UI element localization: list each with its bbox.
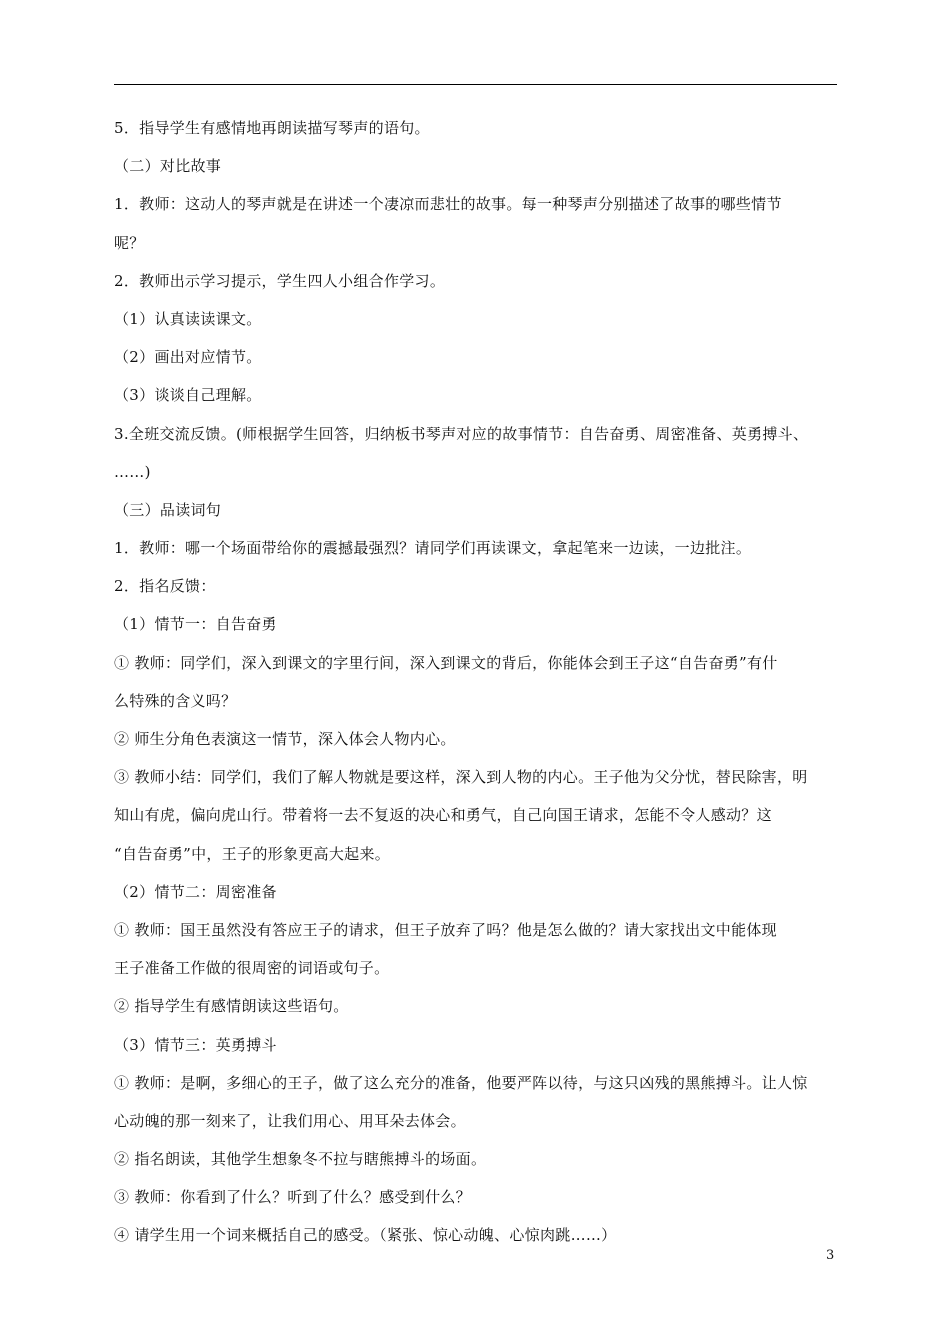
page-number: 3 — [826, 1248, 835, 1263]
list-item: （1）认真读读课文。 — [114, 309, 262, 328]
header-rule — [114, 84, 837, 85]
paragraph-line: ③ 教师小结：同学们，我们了解人物就是要这样，深入到人物的内心。王子他为父分忧，替民除害，明 — [114, 768, 808, 787]
paragraph-line: ② 师生分角色表演这一情节，深入体会人物内心。 — [114, 730, 456, 748]
section-heading: （三）品读词句 — [114, 500, 222, 519]
section-heading: （二）对比故事 — [114, 157, 222, 176]
paragraph-line: 1．教师：这动人的琴声就是在讲述一个凄凉而悲壮的故事。每一种琴声分别描述了故事的哪些情节 — [114, 195, 782, 214]
list-item: （2）画出对应情节。 — [114, 348, 262, 367]
paragraph-line: ② 指名朗读，其他学生想象冬不拉与瞎熊搏斗的场面。 — [114, 1150, 487, 1169]
paragraph-line: 2．教师出示学习提示，学生四人小组合作学习。 — [114, 271, 446, 290]
paragraph-line: ……) — [114, 462, 151, 481]
paragraph-line: 心动魄的那一刻来了，让我们用心、用耳朵去体会。 — [114, 1111, 466, 1130]
paragraph-line: 知山有虎，偏向虎山行。带着将一去不复返的决心和勇气，自己向国王请求，怎能不令人感动？这 — [114, 806, 772, 825]
paragraph-line: ② 指导学生有感情朗读这些语句。 — [114, 997, 349, 1016]
paragraph-line: 么特殊的含义吗？ — [114, 691, 237, 710]
paragraph-line: ③ 教师：你看到了什么？听到了什么？感受到什么？ — [114, 1188, 471, 1207]
paragraph-line: 5．指导学生有感情地再朗读描写琴声的语句。 — [114, 119, 430, 137]
document-body — [114, 118, 840, 1264]
paragraph-line: ① 教师：同学们，深入到课文的字里行间，深入到课文的背后，你能体会到王子这“自告奋勇”有什 — [114, 653, 778, 672]
paragraph-line: ① 教师：国王虽然没有答应王子的请求，但王子放弃了吗？他是怎么做的？请大家找出文中能体现 — [114, 920, 777, 939]
paragraph-line: ④ 请学生用一个词来概括自己的感受。（紧张、惊心动魄、心惊肉跳……） — [114, 1226, 617, 1245]
paragraph-line: 2．指名反馈： — [114, 577, 216, 596]
subsection-heading: （2）情节二：周密准备 — [114, 882, 277, 901]
paragraph-line: 3.全班交流反馈。(师根据学生回答，归纳板书琴声对应的故事情节：自告奋勇、周密准备、英勇搏斗、 — [114, 424, 809, 443]
subsection-heading: （3）情节三：英勇搏斗 — [114, 1035, 277, 1054]
paragraph-line: ① 教师：是啊，多细心的王子，做了这么充分的准备，他要严阵以待，与这只凶残的黑熊搏斗。让人惊 — [114, 1073, 808, 1092]
subsection-heading: （1）情节一：自告奋勇 — [114, 615, 277, 634]
paragraph-line: “自告奋勇”中，王子的形象更高大起来。 — [114, 844, 391, 863]
paragraph-line: 王子准备工作做的很周密的词语或句子。 — [114, 959, 390, 978]
paragraph-line: 呢？ — [114, 233, 145, 252]
list-item: （3）谈谈自己理解。 — [114, 386, 262, 405]
paragraph-line: 1．教师：哪一个场面带给你的震撼最强烈？请同学们再读课文，拿起笔来一边读，一边批注。 — [114, 539, 752, 558]
